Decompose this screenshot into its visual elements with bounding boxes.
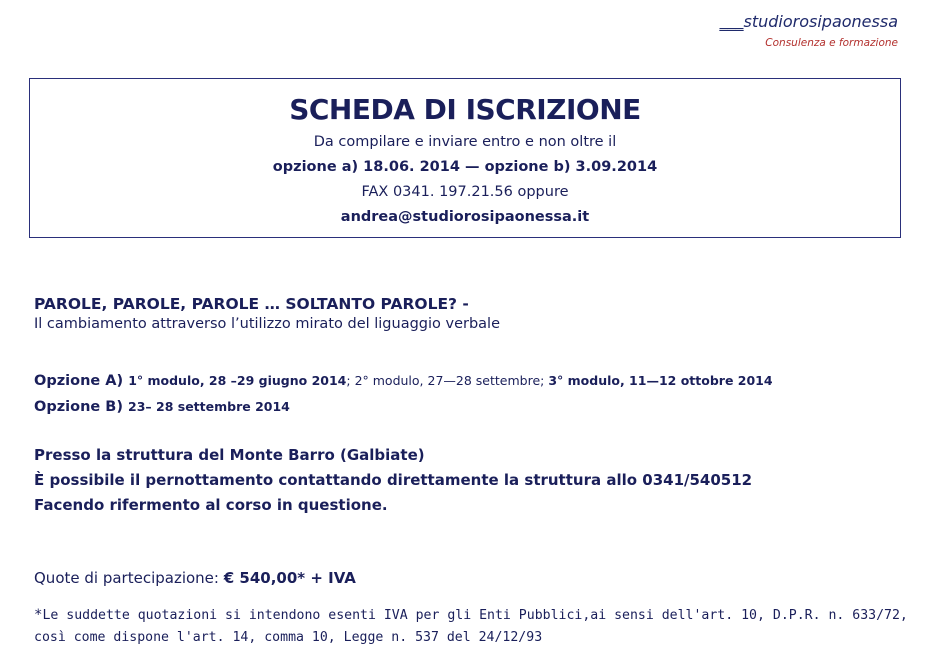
option-a-line — [34, 368, 904, 394]
brand-tagline: Consulenza e formazione — [765, 37, 898, 49]
option-a-separator-1: ; — [346, 373, 355, 388]
form-title: SCHEDA DI ISCRIZIONE — [289, 93, 641, 126]
brand-underline: ___ — [719, 12, 744, 31]
option-a-separator-2: ; — [540, 373, 549, 388]
option-b-label: Opzione B) — [34, 399, 129, 415]
main-content — [34, 294, 908, 649]
deadline-option-a: opzione a) 18.06. 2014 — — [272, 159, 480, 175]
course-options — [34, 368, 904, 420]
footnote-asterisk: * — [34, 607, 43, 623]
option-a-module-2: 2° modulo, 27—28 settembre — [354, 373, 541, 388]
deadline-option-b: opzione b) 3.09.2014 — [484, 159, 658, 175]
option-a-module-3: 3° modulo, 11—12 ottobre 2014 — [548, 373, 773, 388]
option-b-line — [34, 394, 904, 420]
course-subtitle: Il cambiamento attraverso l’utilizzo mirato del liguaggio verbale — [34, 316, 501, 332]
option-a-module-1: 1° modulo, 28 –29 giugno 2014 — [128, 373, 347, 388]
form-deadlines — [30, 155, 900, 180]
price-label: Quote di partecipazione: — [34, 569, 224, 587]
venue-lodging: È possibile il pernottamento contattando direttamente la struttura allo 0341/540512 — [34, 471, 753, 489]
brand-logo — [720, 12, 899, 50]
venue-info — [34, 443, 904, 518]
contact-email[interactable]: andrea@studiorosipaonessa.it — [340, 209, 590, 225]
fax-number: FAX 0341. 197.21.56 oppure — [361, 184, 569, 200]
option-b-dates: 23– 28 settembre 2014 — [128, 399, 290, 414]
participation-fee — [34, 566, 904, 591]
footnote-text: Le suddette quotazioni si intendono esenti IVA per gli Enti Pubblici,ai sensi dell'art. 10, D.P.R. n. 633/72, così come dispone l'art. 14, comma 10, Legge n. 537 del 24/12/93 — [34, 608, 908, 645]
price-amount: € 540,00* + IVA — [223, 569, 356, 587]
course-title: PAROLE, PAROLE, PAROLE … SOLTANTO PAROLE? - — [34, 295, 469, 313]
brand-name-text: studiorosipaonessa — [743, 12, 898, 31]
brand-name — [720, 12, 899, 32]
registration-header-box — [29, 78, 901, 238]
vat-footnote — [34, 604, 914, 649]
venue-location: Presso la struttura del Monte Barro (Galbiate) — [34, 446, 425, 464]
venue-reference: Facendo rifermento al corso in questione. — [34, 496, 388, 514]
form-instruction: Da compilare e inviare entro e non oltre il — [313, 134, 617, 150]
option-a-label: Opzione A) — [34, 373, 129, 389]
